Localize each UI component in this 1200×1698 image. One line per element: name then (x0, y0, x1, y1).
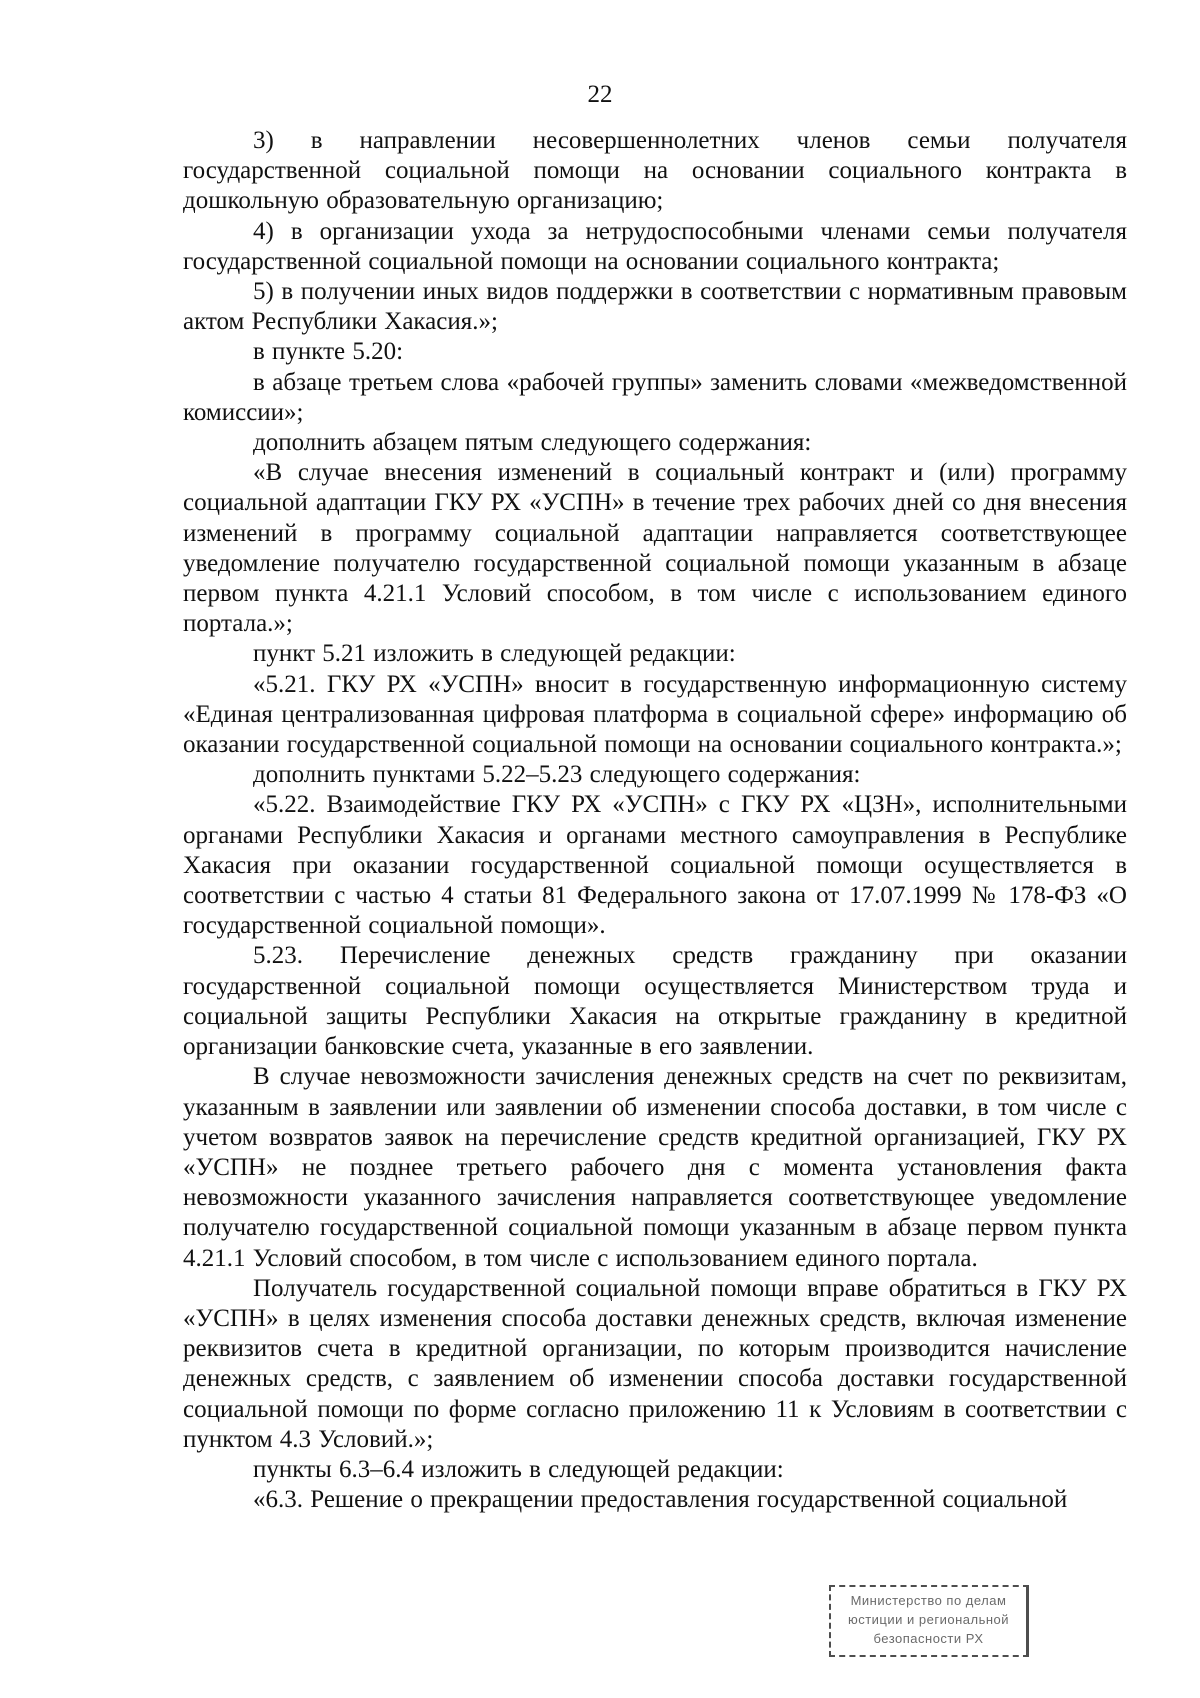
stamp-line: Министерство по делам (850, 1593, 1007, 1608)
registration-stamp (829, 1585, 1029, 1657)
document-body (183, 126, 1127, 1515)
paragraph: Получатель государственной социальной помощи вправе обратиться в ГКУ РХ «УСПН» в целях изменения способа доставки денежных средств, включая изменение реквизитов счета в кредитной организации, по которым производится начисление денежных средств, с заявлением об изменении способа доставки государственной социальной помощи по форме согласно приложению 11 к Условиям в соответствии с пунктом 4.3 Условий.»; (183, 1274, 1127, 1453)
paragraph: пункты 6.3–6.4 изложить в следующей редакции: (253, 1455, 784, 1483)
paragraph: В случае невозможности зачисления денежных средств на счет по реквизитам, указанным в заявлении или заявлении об изменении способа доставки, в том числе с учетом возвратов заявок на перечисление средств кредитной организацией, ГКУ РХ «УСПН» не позднее третьего рабочего дня с момента установления факта невозможности указанного зачисления направляется соответствующее уведомление получателю государственной социальной помощи указанным в абзаце первом пункта 4.21.1 Условий способом, в том числе с использованием единого портала. (183, 1063, 1127, 1272)
paragraph: 5) в получении иных видов поддержки в соответствии с нормативным правовым актом Республики Хакасия.»; (183, 278, 1127, 336)
paragraph: в абзаце третьем слова «рабочей группы» заменить словами «межведомственной комиссии»; (183, 368, 1127, 426)
paragraph: «6.3. Решение о прекращении предоставления государственной социальной (253, 1486, 1068, 1514)
page-number: 22 (587, 81, 613, 108)
paragraph: 5.23. Перечисление денежных средств гражданину при оказании государственной социальной помощи осуществляется Министерством труда и социальной защиты Республики Хакасия на открытые гражданину в кредитной организации банковские счета, указанные в его заявлении. (183, 942, 1127, 1061)
paragraph: «5.21. ГКУ РХ «УСПН» вносит в государственную информационную систему «Единая централизованная цифровая платформа в социальной сфере» информацию об оказании государственной социальной помощи на основании социального контракта.»; (183, 670, 1127, 759)
paragraph: 4) в организации ухода за нетрудоспособными членами семьи получателя государственной социальной помощи на основании социального контракта; (183, 217, 1127, 275)
stamp-line: юстиции и региональной (847, 1612, 1010, 1627)
paragraph: в пункте 5.20: (253, 338, 404, 366)
stamp-line: безопасности РХ (873, 1631, 984, 1646)
paragraph: пункт 5.21 изложить в следующей редакции: (253, 640, 736, 668)
paragraph: 3) в направлении несовершеннолетних членов семьи получателя государственной социальной помощи на основании социального контракта в дошкольную образовательную организацию; (183, 127, 1127, 215)
paragraph: дополнить пунктами 5.22–5.23 следующего содержания: (253, 761, 861, 789)
paragraph: «В случае внесения изменений в социальный контракт и (или) программу социальной адаптации ГКУ РХ «УСПН» в течение трех рабочих дней со дня внесения изменений в программу социальной адаптации направляется соответствующее уведомление получателю государственной социальной помощи указанным в абзаце первом пункта 4.21.1 Условий способом, в том числе с использованием единого портала.»; (183, 459, 1127, 638)
paragraph: «5.22. Взаимодействие ГКУ РХ «УСПН» с ГКУ РХ «ЦЗН», исполнительными органами Республики Хакасия и органами местного самоуправления в Республике Хакасия при оказании государственной социальной помощи осуществляется в соответствии с частью 4 статьи 81 Федерального закона от 17.07.1999 № 178-ФЗ «О государственной социальной помощи». (183, 791, 1127, 940)
paragraph: дополнить абзацем пятым следующего содержания: (253, 429, 812, 457)
